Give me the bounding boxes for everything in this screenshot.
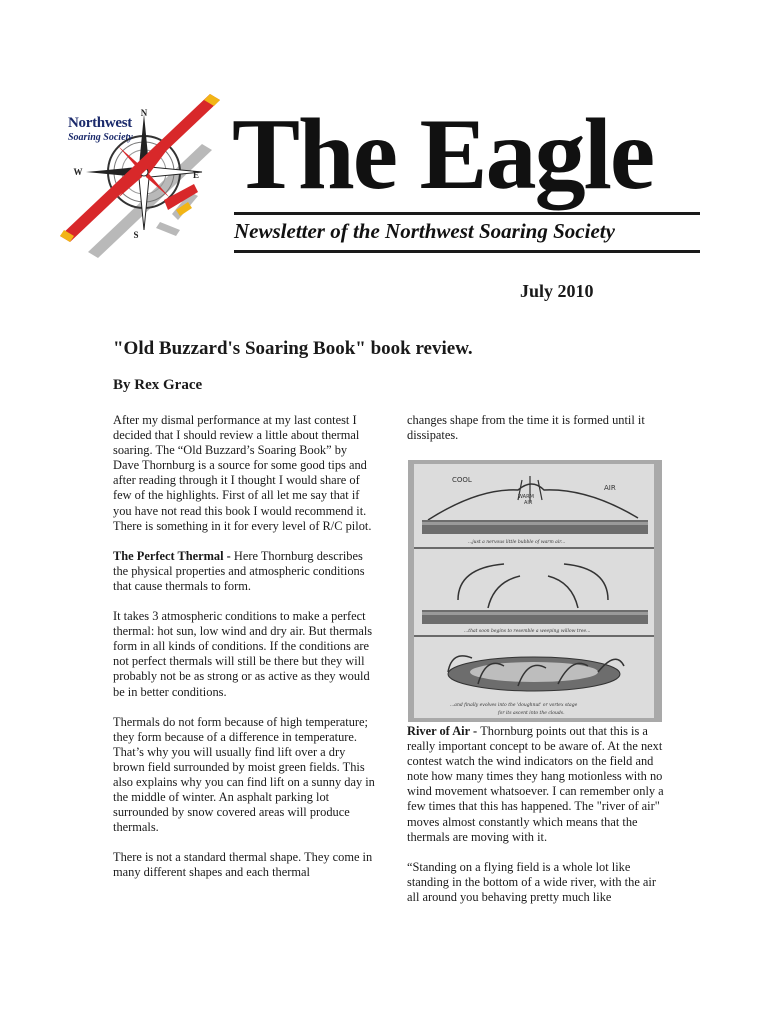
article-byline: By Rex Grace bbox=[113, 377, 203, 393]
masthead-rule-bottom bbox=[234, 250, 700, 253]
section-lead: River of Air - bbox=[407, 724, 481, 738]
compass-s-label: S bbox=[133, 230, 139, 240]
paragraph: Thermals do not form because of high temperature; they form because of a difference in temperature. That’s why you will usually find lift over a dry brown field surrounded by moist green fields. This also explains why you can find lift on a sunny day in the middle of winter. An asphalt parking lot surrounded by snow covered areas will produce thermals. bbox=[113, 714, 375, 835]
masthead-rule-top bbox=[234, 212, 700, 215]
diagram-caption-2: ...that soon begins to resemble a weeping willow tree... bbox=[464, 629, 591, 634]
article-right-column-bottom bbox=[407, 724, 667, 920]
org-name bbox=[68, 116, 133, 143]
diagram-label-warm: WARM bbox=[518, 494, 534, 500]
paragraph: It takes 3 atmospheric conditions to make a perfect thermal: hot sun, low wind and dry air. But thermals form in all kinds of conditions. If the conditions are not perfect thermals will still be there but they will probably not be as strong or as active as they would be in better conditions. bbox=[113, 609, 373, 699]
paragraph: After my dismal performance at my last contest I decided that I should review a little about thermal soaring. The “Old Buzzard’s Soaring Book” by Dave Thornburg is a source for some good tips and after reading through it I thought I would share of few of the highlights. First of all let me say that if you have not read this book I would recommend it. There is something in it for every level of R/C pilot. bbox=[113, 413, 372, 533]
diagram-label-cool: COOL bbox=[452, 476, 472, 484]
paragraph-river-of-air bbox=[407, 724, 667, 845]
paragraph-body: Here Thornburg describes the physical properties and atmospheric conditions that cause thermals to form. bbox=[113, 548, 365, 593]
paragraph-perfect-thermal bbox=[113, 549, 375, 594]
compass-e-label: E bbox=[192, 170, 200, 180]
article-title: "Old Buzzard's Soaring Book" book review. bbox=[113, 338, 473, 359]
paragraph: “Standing on a flying field is a whole lot like standing in the bottom of a wide river, with the air all around you behaving pretty much like bbox=[407, 859, 656, 904]
diagram-caption-3: ...and finally evolves into the 'doughnut' or vortex stage bbox=[450, 703, 578, 708]
paragraph: There is not a standard thermal shape. They come in many different shapes and each thermal bbox=[113, 850, 373, 880]
org-name-line2: Soaring Society bbox=[68, 132, 133, 143]
thermal-diagram bbox=[408, 460, 662, 722]
diagram-caption-4: for its ascent into the clouds. bbox=[498, 711, 565, 716]
compass-n-label: N bbox=[140, 108, 148, 118]
article-left-column bbox=[113, 413, 375, 896]
diagram-label-air: AIR bbox=[604, 484, 616, 492]
issue-date: July 2010 bbox=[520, 281, 594, 301]
compass-w-label: W bbox=[73, 167, 83, 177]
article-right-column-top bbox=[407, 413, 667, 458]
newsletter-subtitle: Newsletter of the Northwest Soaring Society bbox=[234, 219, 615, 243]
diagram-label-air-small: AIR bbox=[524, 500, 533, 506]
paragraph-body: Thornburg points out that this is a really important concept to be aware of. At the next contest watch the wind indicators on the field and note how many times they hang motionless with no wind movement whatsoever. I can remember only a few times that this has happened. The "river of air" moves almost constantly which means that the thermals are moving with it. bbox=[407, 724, 664, 844]
paragraph: changes shape from the time it is formed until it dissipates. bbox=[407, 413, 645, 443]
section-lead: The Perfect Thermal - bbox=[113, 548, 234, 563]
diagram-caption-1: ...just a nervous little bubble of warm air... bbox=[468, 540, 566, 545]
newsletter-title: The Eagle bbox=[232, 98, 654, 211]
org-name-line1: Northwest bbox=[68, 115, 132, 131]
